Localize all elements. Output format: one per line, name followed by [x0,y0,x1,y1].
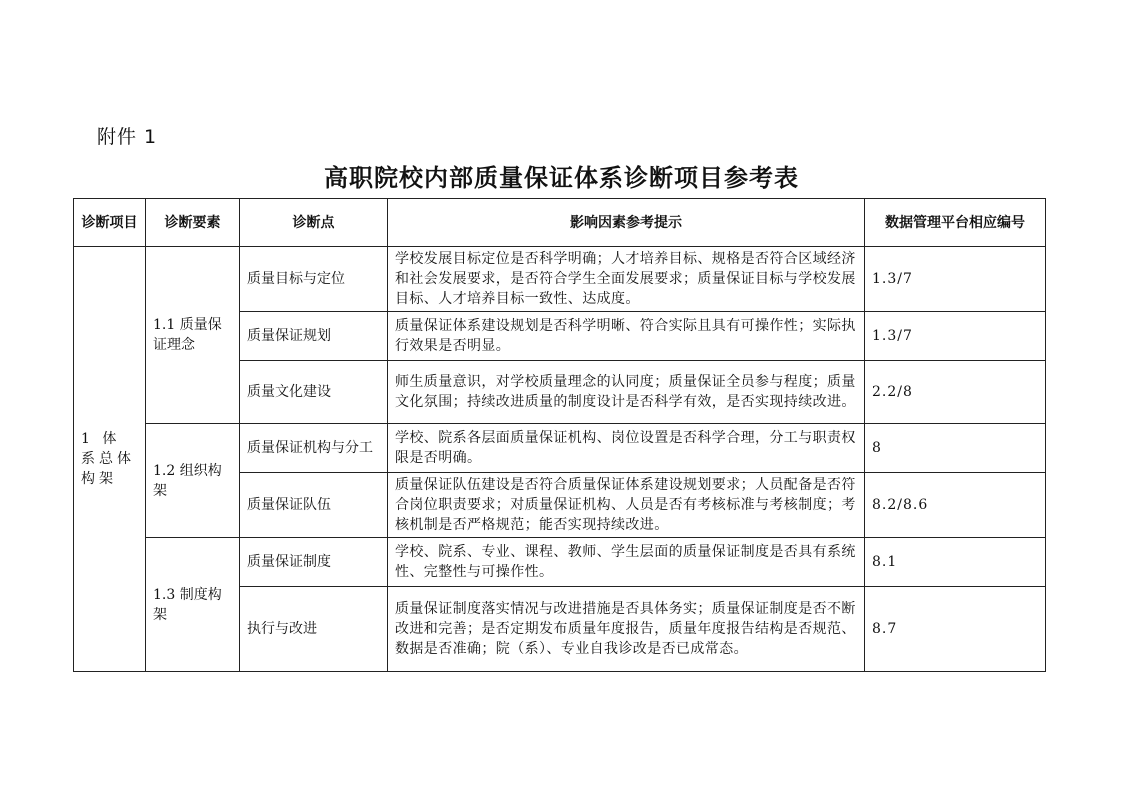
header-code: 数据管理平台相应编号 [865,199,1046,247]
header-point: 诊断点 [240,199,388,247]
attachment-label: 附件 1 [97,126,158,148]
factor-cell: 师生质量意识，对学校质量理念的认同度；质量保证全员参与程度；质量文化氛围；持续改进质量的制度设计是否科学有效，是否实现持续改进。 [388,361,865,424]
header-factor: 影响因素参考提示 [388,199,865,247]
factor-cell: 质量保证队伍建设是否符合质量保证体系建设规划要求；人员配备是否符合岗位职责要求；对质量保证机构、人员是否有考核标准与考核制度；考核机制是否严格规范；能否实现持续改进。 [388,473,865,538]
table-row [74,538,1046,587]
system-item-cell: 1 体系总体构架 [74,247,146,672]
element-cell: 1.2 组织构架 [146,424,240,538]
factor-cell: 质量保证体系建设规划是否科学明晰、符合实际且具有可操作性；实际执行效果是否明显。 [388,312,865,361]
point-cell: 质量保证队伍 [240,473,388,538]
element-cell: 1.1 质量保证理念 [146,247,240,424]
code-cell: 8 [865,424,1046,473]
factor-cell: 学校、院系各层面质量保证机构、岗位设置是否科学合理，分工与职责权限是否明确。 [388,424,865,473]
code-cell: 8.2/8.6 [865,473,1046,538]
point-cell: 质量目标与定位 [240,247,388,312]
header-item: 诊断项目 [74,199,146,247]
page-title: 高职院校内部质量保证体系诊断项目参考表 [324,163,799,192]
code-cell: 1.3/7 [865,312,1046,361]
point-cell: 质量文化建设 [240,361,388,424]
point-cell: 质量保证机构与分工 [240,424,388,473]
code-cell: 8.7 [865,587,1046,672]
point-cell: 质量保证规划 [240,312,388,361]
code-cell: 2.2/8 [865,361,1046,424]
table-row [74,424,1046,473]
code-cell: 1.3/7 [865,247,1046,312]
point-cell: 执行与改进 [240,587,388,672]
table-row [74,247,1046,312]
diagnosis-table [73,198,1046,672]
header-element: 诊断要素 [146,199,240,247]
factor-cell: 学校、院系、专业、课程、教师、学生层面的质量保证制度是否具有系统性、完整性与可操作性。 [388,538,865,587]
table-header-row [74,199,1046,247]
factor-cell: 质量保证制度落实情况与改进措施是否具体务实；质量保证制度是否不断改进和完善；是否定期发布质量年度报告，质量年度报告结构是否规范、数据是否准确；院（系）、专业自我诊改是否已成常态。 [388,587,865,672]
element-cell: 1.3 制度构架 [146,538,240,672]
point-cell: 质量保证制度 [240,538,388,587]
code-cell: 8.1 [865,538,1046,587]
factor-cell: 学校发展目标定位是否科学明确；人才培养目标、规格是否符合区域经济和社会发展要求，是否符合学生全面发展要求；质量保证目标与学校发展目标、人才培养目标一致性、达成度。 [388,247,865,312]
